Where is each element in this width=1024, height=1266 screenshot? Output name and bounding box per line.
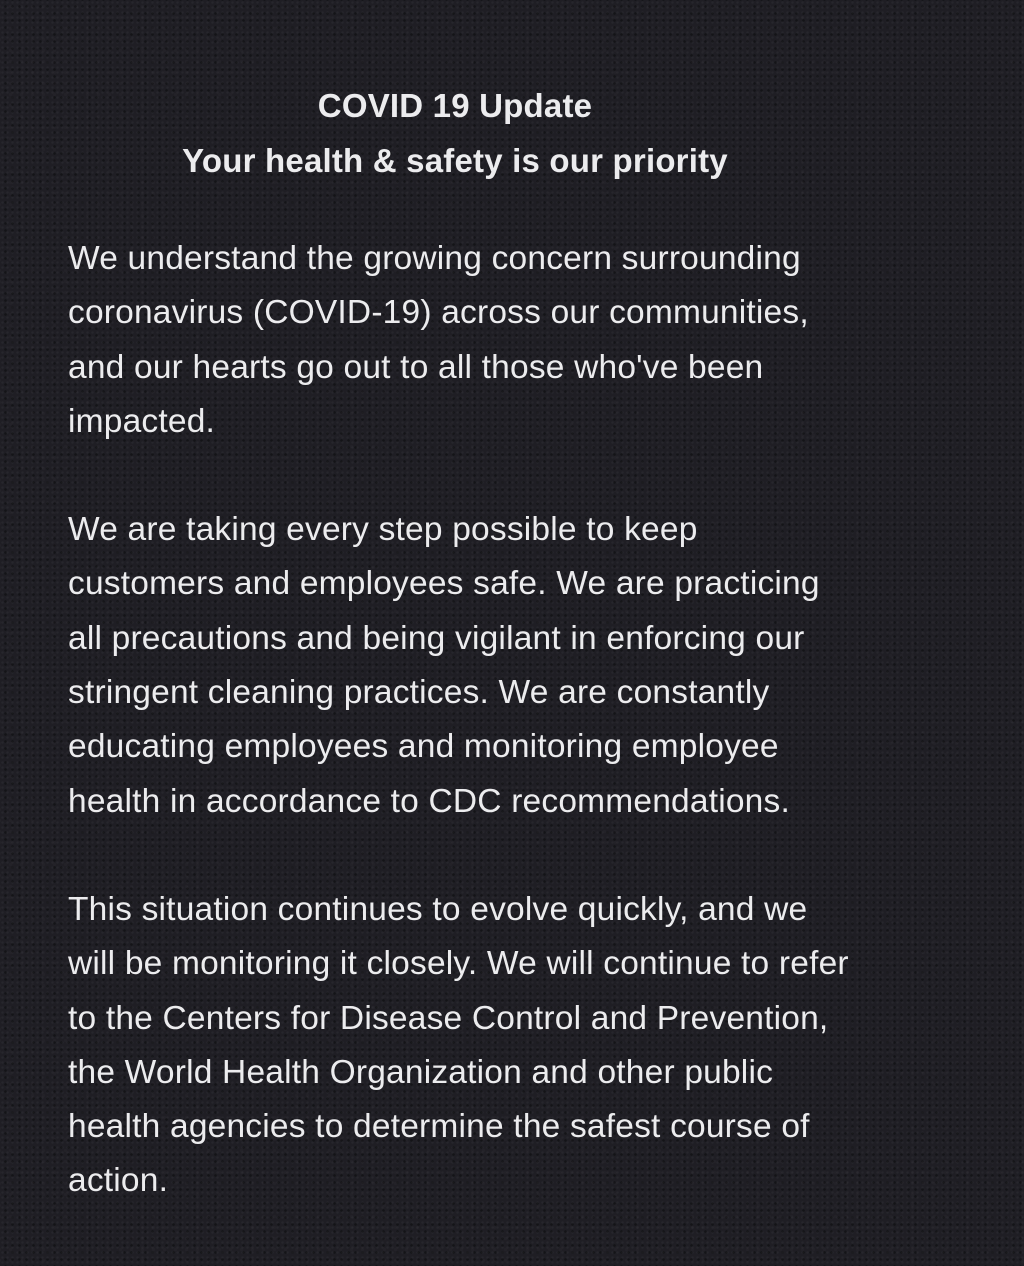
paragraph-line: all precautions and being vigilant in enforcing our bbox=[68, 619, 805, 657]
paragraph-line: health agencies to determine the safest course of bbox=[68, 1108, 810, 1146]
paragraph-line: stringent cleaning practices. We are constantly bbox=[68, 674, 770, 712]
paragraph-line: We understand the growing concern surrounding bbox=[68, 240, 801, 277]
notice-subtitle: Your health & safety is our priority bbox=[182, 142, 728, 179]
paragraph-line: customers and employees safe. We are practicing bbox=[68, 565, 820, 603]
paragraph-line: We are taking every step possible to keep bbox=[68, 511, 698, 549]
paragraph-line: and our hearts go out to all those who've been bbox=[68, 348, 764, 386]
notice-body bbox=[68, 232, 968, 1263]
paragraph-line: the World Health Organization and other public bbox=[68, 1053, 774, 1091]
paragraph-line: coronavirus (COVID-19) across our communities, bbox=[68, 294, 809, 332]
paragraph-line: health in accordance to CDC recommendations. bbox=[68, 782, 790, 820]
paragraph-safety-steps bbox=[68, 503, 968, 829]
notice-heading bbox=[0, 78, 910, 188]
paragraph-line: will be monitoring it closely. We will continue to refer bbox=[68, 945, 849, 983]
paragraph-monitoring bbox=[68, 883, 968, 1209]
paragraph-line: This situation continues to evolve quickly, and we bbox=[68, 890, 808, 928]
notice-title: COVID 19 Update bbox=[317, 87, 593, 124]
paragraph-concern bbox=[68, 232, 968, 449]
paragraph-line: action. bbox=[68, 1162, 169, 1200]
paragraph-line: to the Centers for Disease Control and Prevention, bbox=[68, 999, 829, 1037]
paragraph-line: impacted. bbox=[68, 402, 216, 440]
paragraph-line: educating employees and monitoring employee bbox=[68, 728, 779, 766]
